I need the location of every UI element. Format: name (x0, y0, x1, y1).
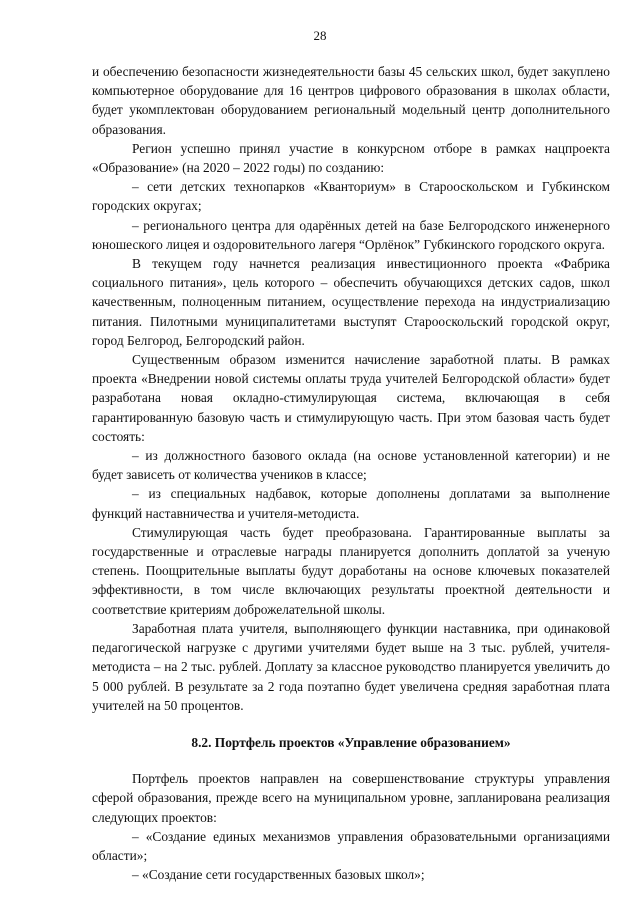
page-number: 28 (313, 28, 327, 43)
paragraph-food-factory: В текущем году начнется реализация инвестиционного проекта «Фабрика социального питания», цель которого – обеспечить обучающихся детских садов, школ качественным, полноценным питанием, осуществление перехода на индустриализацию питания. Пилотными муниципалитетами выступят Старооскольский городской округ, город Белгород, Белгородский район. (92, 256, 610, 348)
list-item-bonuses: – из специальных надбавок, которые дополнены доплатами за выполнение функций наставничества и учителя-методиста. (92, 486, 610, 521)
list-item-base-salary: – из должностного базового оклада (на основе установленной категории) и не будет зависеть от количества учеников в классе; (92, 448, 610, 483)
list-item-management-mechanisms: – «Создание единых механизмов управления образовательными организациями области»; (92, 828, 610, 863)
list-item-technoparks: – сети детских технопарков «Кванториум» в Старооскольском и Губкинском городских округах; (92, 179, 610, 214)
paragraph-salary-system: Существенным образом изменится начисление заработной платы. В рамках проекта «Внедрении новой системы оплаты труда учителей Белгородской области» будет разработана новая окладно-стимулирующая система, включающая в себя гарантированную базовую часть и стимулирующую часть. При этом базовая часть будет состоять: (92, 352, 610, 444)
paragraph-contest: Регион успешно принял участие в конкурсном отборе в рамках нацпроекта «Образование» (на 2020 – 2022 годы) по созданию: (92, 140, 610, 176)
section-heading: 8.2. Портфель проектов «Управление образованием» (191, 734, 511, 750)
paragraph-portfolio-intro: Портфель проектов направлен на совершенствование структуры управления сферой образования, прежде всего на муниципальном уровне, запланирована реализация следующих проектов: (92, 771, 610, 825)
paragraph-teacher-wages: Заработная плата учителя, выполняющего функции наставника, при одинаковой педагогической нагрузке с другими учителями будет выше на 3 тыс. рублей, учителя-методиста – на 2 тыс. рублей. Доплату за классное руководство планируется увеличить до 5 000 рублей. В результате за 2 года поэтапно будет увеличена средняя заработная плата учителей на 50 процентов. (92, 620, 610, 713)
list-item-gifted-center: – регионального центра для одарённых детей на базе Белгородского инженерного юношеского лицея и оздоровительного лагеря “Орлёнок” Губкинского городского округа. (92, 217, 610, 252)
paragraph-incentive-part: Стимулирующая часть будет преобразована. Гарантированные выплаты за государственные и отраслевые награды планируется дополнить доплатой за ученую степень. Поощрительные выплаты будут доработаны на основе ключевых показателей эффективности, в том числе включающих результаты проектной деятельности и соответствие критериям доброжелательной школы. (92, 524, 610, 617)
document-body (92, 62, 610, 884)
paragraph-continuation: и обеспечению безопасности жизнедеятельности базы 45 сельских школ, будет закуплено компьютерное оборудование для 16 центров цифрового образования в школах области, будет укомплектован оборудованием региональный модельный центр дополнительного образования. (92, 64, 610, 137)
list-item-base-schools: – «Создание сети государственных базовых школ»; (132, 867, 425, 883)
